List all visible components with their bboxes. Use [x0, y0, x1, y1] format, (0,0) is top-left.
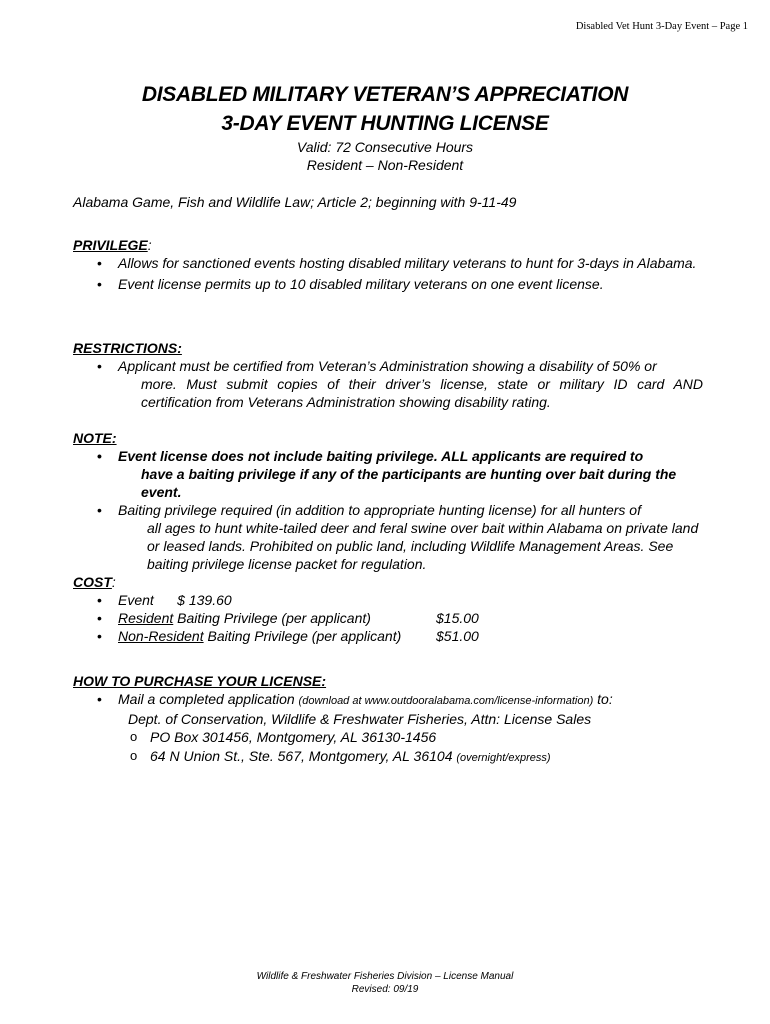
- privilege-item: • Allows for sanctioned events hosting disabled military veterans to hunt for 3-days in Alabama.: [73, 254, 703, 272]
- note-heading: NOTE:: [73, 430, 117, 446]
- note-section: [73, 429, 703, 573]
- download-note: (download at www.outdooralabama.com/license-information): [298, 695, 594, 707]
- cost-nonresident-row: • Non-Resident Baiting Privilege (per applicant) $51.00: [73, 627, 703, 645]
- purchase-heading: HOW TO PURCHASE YOUR LICENSE:: [73, 673, 327, 689]
- privilege-item: • Event license permits up to 10 disabled military veterans on one event license.: [73, 275, 703, 293]
- residency-text: Resident – Non-Resident: [306, 157, 464, 173]
- restrictions-section: [73, 339, 703, 411]
- purchase-mail-item: • Mail a completed application (download at www.outdooralabama.com/license-information) to: Dept. of Conservation, Wildlife & Freshwater Fisheries, Attn: License Sales: [73, 690, 703, 728]
- page-title: DISABLED MILITARY VETERAN’S APPRECIATION: [141, 83, 629, 106]
- po-box-address: o PO Box 301456, Montgomery, AL 36130-1456: [125, 728, 703, 747]
- cost-resident-row: • Resident Baiting Privilege (per applicant) $15.00: [73, 609, 703, 627]
- note-item-baiting-warning: • Event license does not include baiting privilege. ALL applicants are required to have a baiting privilege if any of the participants are hunting over bait during the event.: [73, 447, 703, 501]
- footer-division: Wildlife & Freshwater Fisheries Division – License Manual: [256, 971, 514, 982]
- cost-event-row: • Event $ 139.60: [73, 591, 703, 609]
- validity-text: Valid: 72 Consecutive Hours: [296, 139, 474, 155]
- cost-heading: COST:: [73, 574, 116, 590]
- cost-section: [73, 573, 703, 645]
- page-footer: [0, 970, 770, 996]
- note-item-baiting-requirement: • Baiting privilege required (in addition to appropriate hunting license) for all hunters of all ages to hunt white-tailed deer and feral swine over bait within Alabama on private land or leased lands. Prohibited on public land, including Wildlife Management Areas. See baiting privilege license packet for regulation.: [73, 501, 703, 573]
- title-block: [0, 80, 770, 174]
- privilege-section: [73, 236, 703, 293]
- street-address: o 64 N Union St., Ste. 567, Montgomery, AL 36104 (overnight/express): [125, 747, 703, 768]
- page-subtitle: 3-DAY EVENT HUNTING LICENSE: [221, 112, 549, 135]
- purchase-section: [73, 672, 703, 768]
- law-reference: Alabama Game, Fish and Wildlife Law; Article 2; beginning with 9-11-49: [73, 194, 517, 210]
- restrictions-heading: RESTRICTIONS:: [73, 340, 182, 356]
- restriction-item: • Applicant must be certified from Veteran’s Administration showing a disability of 50% or more. Must submit copies of their driver’s license, state or military ID card AND certification from Veterans Administration showing disability rating.: [73, 357, 703, 411]
- page-header-label: Disabled Vet Hunt 3-Day Event – Page 1: [575, 21, 748, 32]
- footer-revised: Revised: 09/19: [351, 984, 419, 995]
- dept-address: Dept. of Conservation, Wildlife & Freshwater Fisheries, Attn: License Sales: [128, 711, 592, 727]
- privilege-heading: PRIVILEGE:: [73, 237, 152, 253]
